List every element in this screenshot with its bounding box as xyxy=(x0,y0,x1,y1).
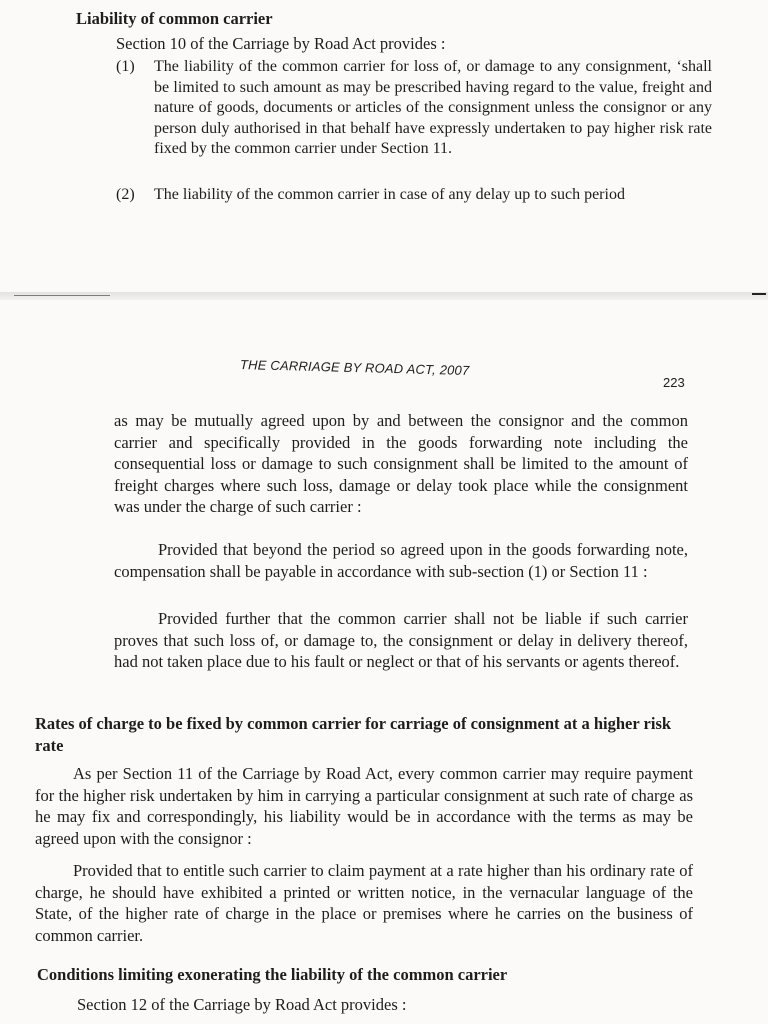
rates-paragraph-2: Provided that to entitle such carrier to claim payment at a rate higher than his ordinary rate of charge, he should have exhibited a printed or written notice, in the vernacular language of the State, of the higher rate of charge in the place or premises where he carries on the business of common carrier. xyxy=(35,861,693,945)
heading-conditions-limiting: Conditions limiting exonerating the liability of the common carrier xyxy=(37,965,508,984)
list-item-1-text: The liability of the common carrier for loss of, or damage to any consignment, ‘shall be limited to such amount as may be prescribed having regard to the value, freight and nature of goods, documents or articles of the consignment unless the consignor or any person duly authorised in that behalf have expressly undertaken to pay higher risk rate fixed by the common carrier under Section 11. xyxy=(154,58,712,157)
list-item-2-number: (2) xyxy=(116,186,135,203)
list-item-1-number: (1) xyxy=(116,58,135,75)
heading-liability-of-common-carrier: Liability of common carrier xyxy=(76,9,273,28)
page-number: 223 xyxy=(663,375,685,390)
page-edge-line xyxy=(14,295,110,296)
running-head: THE CARRIAGE BY ROAD ACT, 2007 xyxy=(239,357,470,379)
page-edge-tick xyxy=(752,293,766,295)
proviso-2: Provided further that the common carrier shall not be liable if such carrier proves that such loss of, or damage to, the consignment or delay in delivery thereof, had not taken place due to his fault or neglect or that of his servants or agents thereof. xyxy=(114,609,688,671)
upper-page-fragment xyxy=(0,0,768,292)
list-item-2-text: The liability of the common carrier in case of any delay up to such period xyxy=(154,186,625,203)
list-item-1 xyxy=(116,57,712,160)
heading-rates-of-charge: Rates of charge to be fixed by common carrier for carriage of consignment at a higher risk rate xyxy=(35,714,672,755)
section-12-intro: Section 12 of the Carriage by Road Act provides : xyxy=(77,995,407,1014)
rates-paragraph-1: As per Section 11 of the Carriage by Road Act, every common carrier may require payment for the higher risk undertaken by him in carrying a particular consignment at such rate of charge as he may fix and correspondingly, his liability would be in accordance with the terms as may be agreed upon with the consignor : xyxy=(35,764,693,848)
continuation-paragraph: as may be mutually agreed upon by and between the consignor and the common carrier and specifically provided in the goods forwarding note including the consequential loss or damage to such consignment shall be limited to the amount of freight charges where such loss, damage or delay took place while the consignment was under the charge of such carrier : xyxy=(114,411,688,516)
section-10-intro: Section 10 of the Carriage by Road Act provides : xyxy=(116,34,446,53)
list-item-2 xyxy=(116,185,712,206)
proviso-1: Provided that beyond the period so agreed upon in the goods forwarding note, compensation shall be payable in accordance with sub-section (1) or Section 11 : xyxy=(114,540,688,581)
page-boundary xyxy=(0,292,768,300)
